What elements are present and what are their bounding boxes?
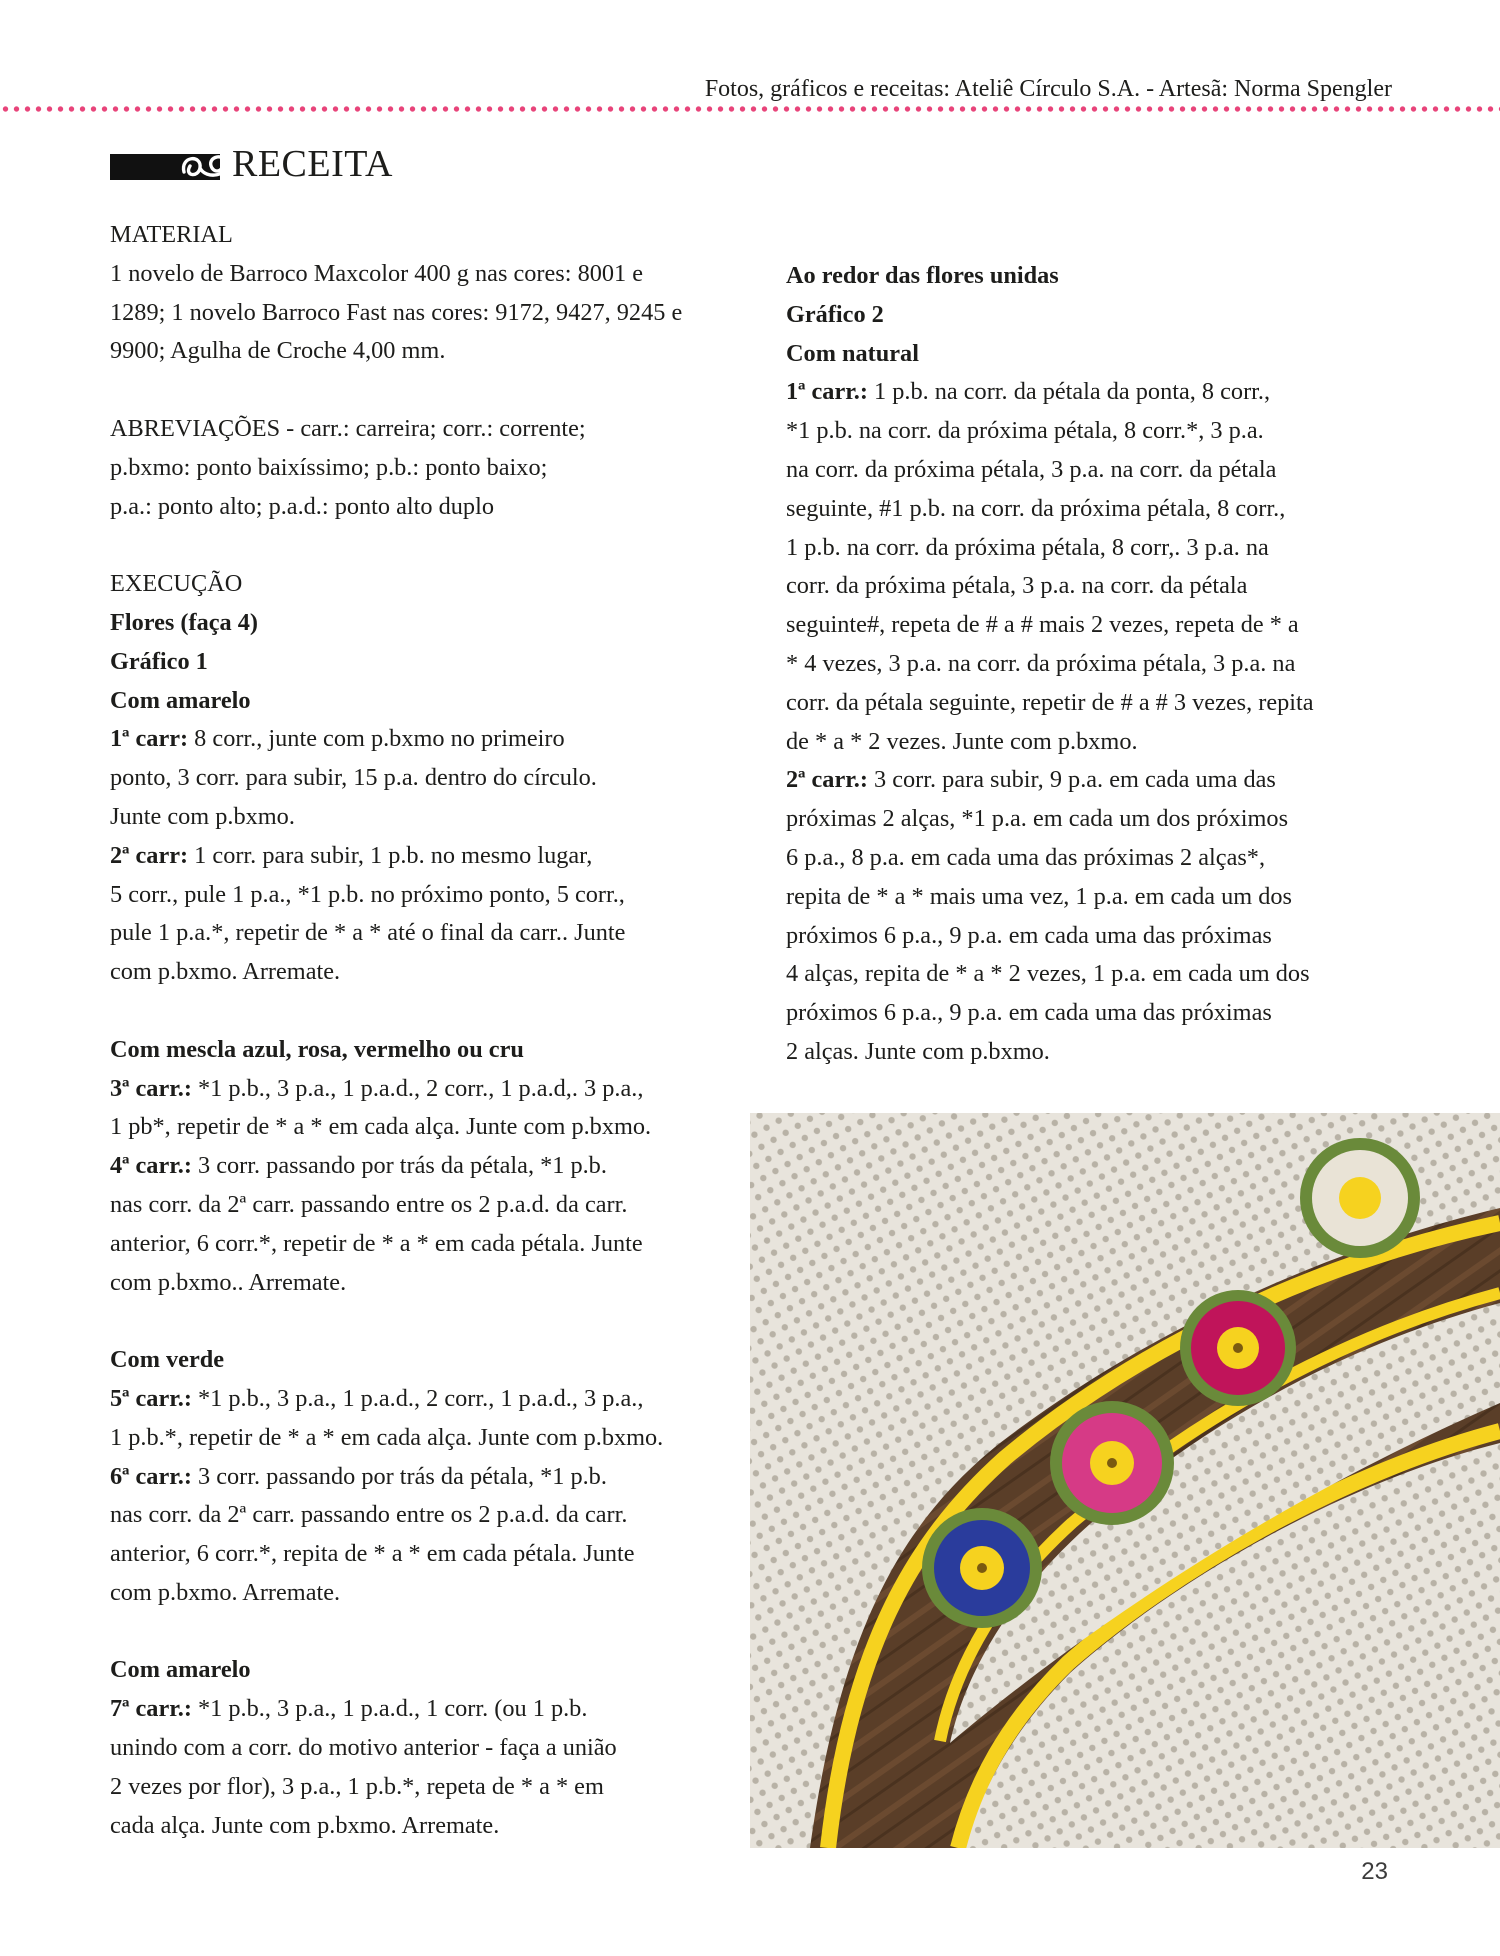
- section-title: RECEITA: [232, 143, 393, 185]
- color-natural-title: Com natural: [786, 339, 919, 367]
- text-line: na corr. da próxima pétala, 3 p.a. na corr. da pétala: [786, 455, 1277, 483]
- text-line: ABREVIAÇÕES - carr.: carreira; corr.: corrente;: [110, 414, 586, 442]
- text-line: 1 p.b.*, repetir de * a * em cada alça. Junte com p.bxmo.: [110, 1423, 664, 1451]
- round-label: 1ª carr:: [110, 725, 189, 753]
- dotted-divider: [0, 104, 1500, 114]
- text-line: *1 p.b., 3 p.a., 1 p.a.d., 1 corr. (ou 1 p.b.: [191, 1695, 588, 1723]
- ornament-icon: [176, 146, 236, 186]
- text-line: 2 vezes por flor), 3 p.a., 1 p.b.*, repeta de * a * em: [110, 1772, 604, 1800]
- text-line: 6 p.a., 8 p.a. em cada uma das próximas 2 alças*,: [786, 843, 1266, 871]
- round-5-instructions: [110, 1380, 715, 1458]
- text-line: corr. da próxima pétala, 3 p.a. na corr. da pétala: [786, 572, 1248, 600]
- text-line: 3 corr. para subir, 9 p.a. em cada uma das: [867, 766, 1276, 794]
- text-line: próximas 2 alças, *1 p.a. em cada um dos próximos: [786, 805, 1289, 833]
- material-text: [110, 255, 715, 371]
- text-line: 2 alças. Junte com p.bxmo.: [786, 1037, 1050, 1065]
- flower-motif-pink: [1050, 1401, 1174, 1525]
- round-label: 6ª carr.:: [110, 1462, 192, 1490]
- chart-2-title: Gráfico 2: [786, 300, 884, 328]
- text-line: 1 p.b. na corr. da próxima pétala, 8 corr,. 3 p.a. na: [786, 533, 1269, 561]
- left-column: [110, 216, 715, 1845]
- text-line: corr. da pétala seguinte, repetir de # a # 3 vezes, repita: [786, 688, 1314, 716]
- text-line: *1 p.b., 3 p.a., 1 p.a.d., 2 corr., 1 p.a.d., 3 p.a.,: [191, 1384, 644, 1412]
- color-green-title: Com verde: [110, 1346, 225, 1374]
- round-1-instructions: [110, 720, 715, 836]
- text-line: seguinte#, repeta de # a # mais 2 vezes, repeta de * a: [786, 611, 1299, 639]
- round-7-instructions: [110, 1690, 715, 1845]
- round-4-instructions: [110, 1147, 715, 1302]
- text-line: nas corr. da 2ª carr. passando entre os 2 p.a.d. da carr.: [110, 1190, 628, 1218]
- flowers-title: Flores (faça 4): [110, 608, 258, 636]
- color-mix-title: Com mescla azul, rosa, vermelho ou cru: [110, 1035, 524, 1063]
- text-line: próximos 6 p.a., 9 p.a. em cada uma das próximas: [786, 999, 1272, 1027]
- color-yellow-title: Com amarelo: [110, 686, 251, 714]
- material-title: MATERIAL: [110, 221, 233, 248]
- text-line: * 4 vezes, 3 p.a. na corr. da próxima pétala, 3 p.a. na: [786, 649, 1296, 677]
- flower-motif-blue: [922, 1508, 1042, 1628]
- round-2-instructions: [110, 837, 715, 992]
- text-line: 1 p.b. na corr. da pétala da ponta, 8 corr.,: [867, 378, 1271, 406]
- round-label: 4ª carr.:: [110, 1152, 192, 1180]
- text-line: unindo com a corr. do motivo anterior - faça a união: [110, 1734, 617, 1762]
- text-line: anterior, 6 corr.*, repita de * a * em cada pétala. Junte: [110, 1540, 635, 1568]
- abbreviations-text: [110, 410, 715, 526]
- round-label: 1ª carr.:: [786, 378, 868, 406]
- text-line: com p.bxmo. Arremate.: [110, 958, 341, 986]
- text-line: 5 corr., pule 1 p.a., *1 p.b. no próximo ponto, 5 corr.,: [110, 880, 625, 908]
- flower-motif-magenta: [1180, 1290, 1296, 1406]
- text-line: p.a.: ponto alto; p.a.d.: ponto alto duplo: [110, 492, 494, 520]
- crochet-rug-photo: [750, 1113, 1500, 1848]
- text-line: seguinte, #1 p.b. na corr. da próxima pétala, 8 corr.,: [786, 494, 1286, 522]
- text-line: anterior, 6 corr.*, repetir de * a * em cada pétala. Junte: [110, 1229, 643, 1257]
- photo-credits: Fotos, gráficos e receitas: Ateliê Círculo S.A. - Artesã: Norma Spengler: [704, 76, 1392, 102]
- round-2-instructions: [786, 761, 1386, 1071]
- round-1-instructions: [786, 373, 1386, 761]
- flower-motif-cream: [1300, 1138, 1420, 1258]
- text-line: ponto, 3 corr. para subir, 15 p.a. dentro do círculo.: [110, 764, 597, 792]
- text-line: 4 alças, repita de * a * 2 vezes, 1 p.a. em cada um dos: [786, 960, 1310, 988]
- round-label: 5ª carr.:: [110, 1384, 192, 1412]
- text-line: 8 corr., junte com p.bxmo no primeiro: [188, 725, 565, 753]
- text-line: Junte com p.bxmo.: [110, 802, 295, 830]
- text-line: com p.bxmo.. Arremate.: [110, 1268, 347, 1296]
- text-line: 1289; 1 novelo Barroco Fast nas cores: 9172, 9427, 9245 e: [110, 298, 683, 326]
- text-line: repita de * a * mais uma vez, 1 p.a. em cada um dos: [786, 882, 1293, 910]
- page-number: 23: [1361, 1858, 1388, 1885]
- color-yellow-title: Com amarelo: [110, 1656, 251, 1684]
- text-line: 3 corr. passando por trás da pétala, *1 p.b.: [191, 1152, 607, 1180]
- round-3-instructions: [110, 1070, 715, 1148]
- right-column: [786, 257, 1386, 1072]
- text-line: cada alça. Junte com p.bxmo. Arremate.: [110, 1811, 500, 1839]
- text-line: *1 p.b. na corr. da próxima pétala, 8 corr.*, 3 p.a.: [786, 417, 1264, 445]
- round-label: 7ª carr.:: [110, 1695, 192, 1723]
- text-line: *1 p.b., 3 p.a., 1 p.a.d., 2 corr., 1 p.a.d,. 3 p.a.,: [191, 1074, 644, 1102]
- round-label: 2ª carr:: [110, 841, 189, 869]
- text-line: de * a * 2 vezes. Junte com p.bxmo.: [786, 727, 1138, 755]
- text-line: 1 corr. para subir, 1 p.b. no mesmo lugar,: [188, 841, 593, 869]
- text-line: pule 1 p.a.*, repetir de * a * até o final da carr.. Junte: [110, 919, 626, 947]
- chart-1-title: Gráfico 1: [110, 647, 208, 675]
- text-line: 3 corr. passando por trás da pétala, *1 p.b.: [191, 1462, 607, 1490]
- text-line: nas corr. da 2ª carr. passando entre os 2 p.a.d. da carr.: [110, 1501, 628, 1529]
- text-line: 1 pb*, repetir de * a * em cada alça. Junte com p.bxmo.: [110, 1113, 652, 1141]
- text-line: próximos 6 p.a., 9 p.a. em cada uma das próximas: [786, 921, 1272, 949]
- text-line: p.bxmo: ponto baixíssimo; p.b.: ponto baixo;: [110, 453, 548, 481]
- around-flowers-title: Ao redor das flores unidas: [786, 262, 1059, 289]
- round-6-instructions: [110, 1458, 715, 1613]
- execution-title: EXECUÇÃO: [110, 570, 243, 598]
- round-label: 2ª carr.:: [786, 766, 868, 794]
- text-line: 9900; Agulha de Croche 4,00 mm.: [110, 337, 446, 365]
- text-line: 1 novelo de Barroco Maxcolor 400 g nas cores: 8001 e: [110, 259, 644, 287]
- text-line: com p.bxmo. Arremate.: [110, 1578, 341, 1606]
- round-label: 3ª carr.:: [110, 1074, 192, 1102]
